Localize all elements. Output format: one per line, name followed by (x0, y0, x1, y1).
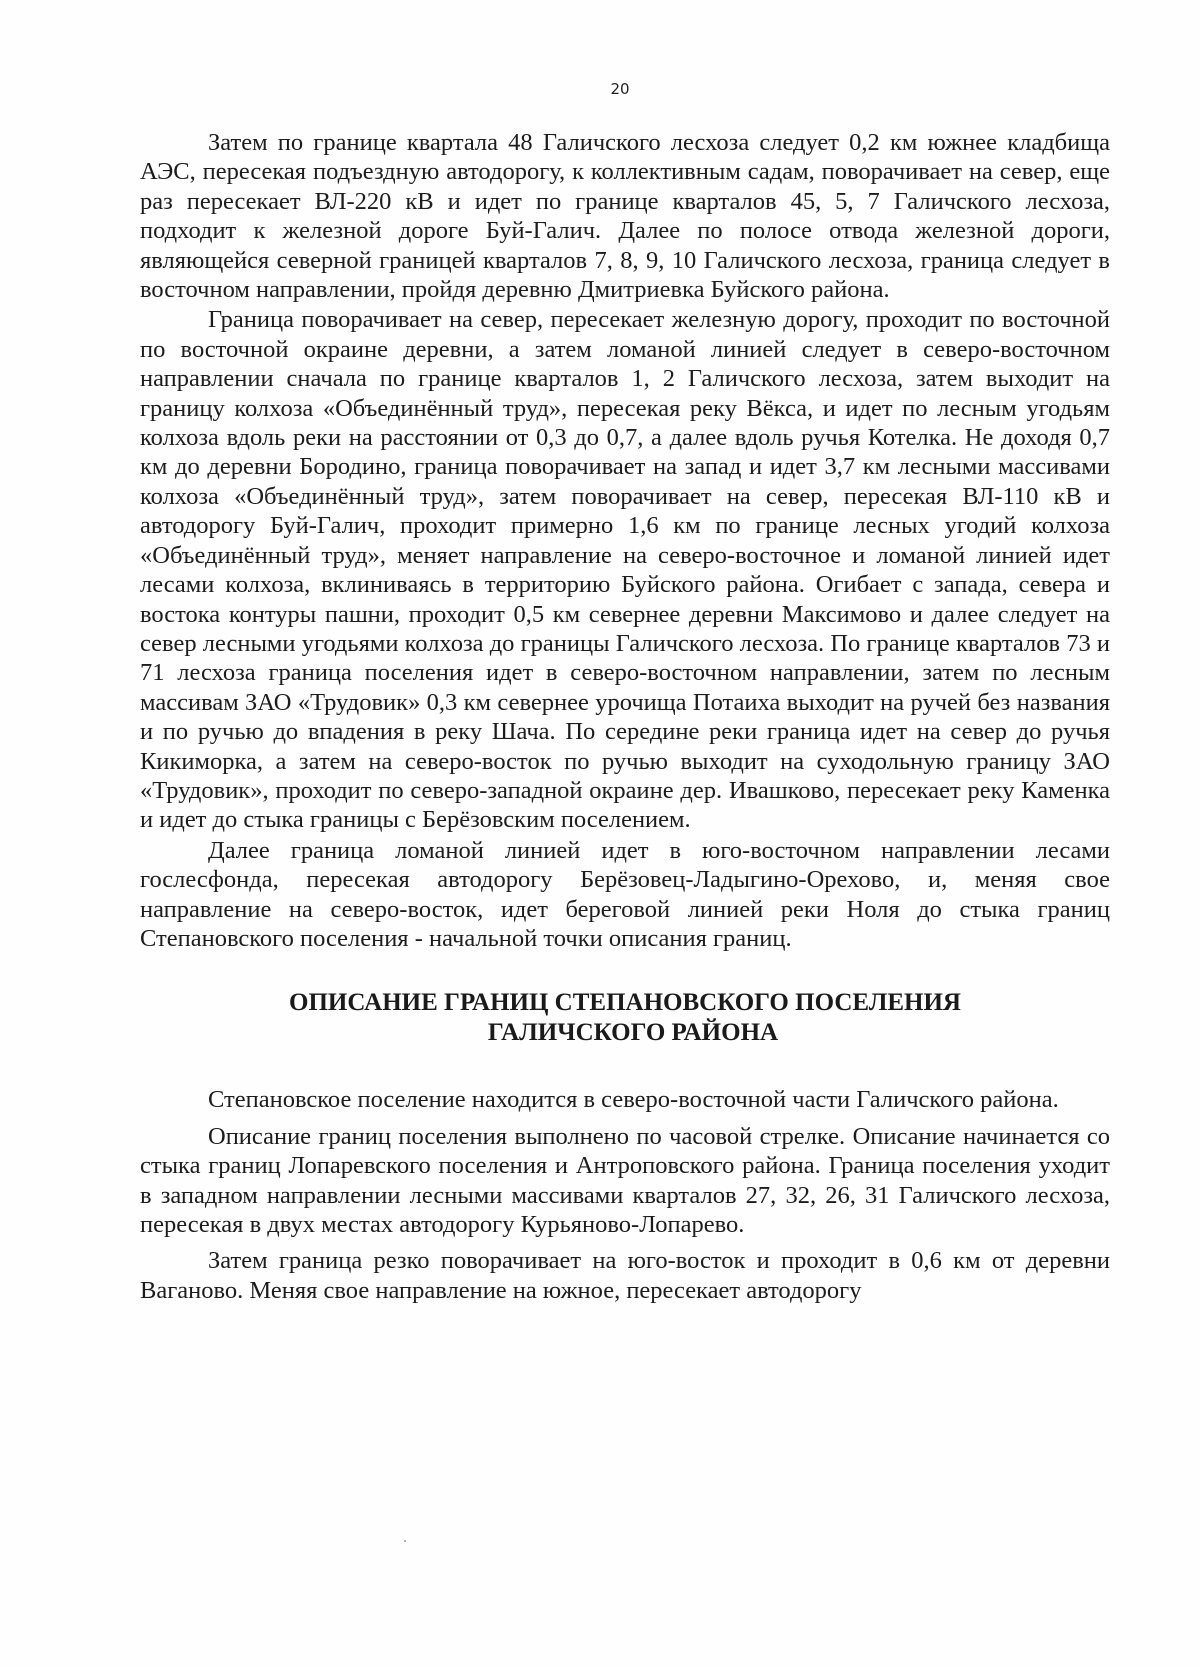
page-number: 20 (610, 80, 630, 98)
paragraph-border-southeast: Далее граница ломаной линией идет в юго-восточном направлении лесами гослесфонда, пересекая автодорогу Берёзовец-Ладыгино-Орехово, и, меняя свое направление на северо-восток, идет береговой линией реки Ноля до стыка границ Степановского поселения - начальной точки описания границ. (140, 836, 1110, 952)
paragraph-location: Степановское поселение находится в северо-восточной части Галичского района. (208, 1086, 1059, 1114)
section-title-line-1: ОПИСАНИЕ ГРАНИЦ СТЕПАНОВСКОГО ПОСЕЛЕНИЯ (289, 989, 961, 1017)
section-title-line-2: ГАЛИЧСКОГО РАЙОНА (487, 1019, 779, 1047)
paragraph-quarter-48: Затем по границе квартала 48 Галичского лесхоза следует 0,2 км южнее кладбища АЭС, пересекая подъездную автодорогу, к коллективным садам, поворачивает на север, еще раз пересекает ВЛ-220 кВ и идет по границе кварталов 45, 5, 7 Галичского лесхоза, подходит к железной дороге Буй-Галич. Далее по полосе отвода железной дороги, являющейся северной границей кварталов 7, 8, 9, 10 Галичского лесхоза, граница следует в восточном направлении, пройдя деревню Дмитриевка Буйского района. (140, 129, 1110, 304)
section-body (140, 1085, 1110, 1305)
paragraph-border-north: Граница поворачивает на север, пересекает железную дорогу, проходит по восточной по восточной окраине деревни, а затем ломаной линией следует в северо-восточном направлении сначала по границе кварталов 1, 2 Галичского лесхоза, затем выходит на границу колхоза «Объединённый труд», пересекая реку Вёкса, и идет по лесным угодьям колхоза вдоль реки на расстоянии от 0,3 до 0,7, а далее вдоль ручья Котелка. Не доходя 0,7 км до деревни Бородино, граница поворачивает на запад и идет 3,7 км лесными массивами колхоза «Объединённый труд», затем поворачивает на север, пересекая ВЛ-110 кВ и автодорогу Буй-Галич, проходит примерно 1,6 км по границе лесных угодий колхоза «Объединённый труд», меняет направление на северо-восточное и ломаной линией идет лесами колхоза, вклиниваясь в территорию Буйского района. Огибает с запада, севера и востока контуры пашни, проходит 0,5 км севернее деревни Максимово и далее следует на север лесными угодьями колхоза до границы Галичского лесхоза. По границе кварталов 73 и 71 лесхоза граница поселения идет в северо-восточном направлении, затем по лесным массивам ЗАО «Трудовик» 0,3 км севернее урочища Потаиха выходит на ручей без названия и по ручью до впадения в реку Шача. По середине реки граница идет на север до ручья Кикиморка, а затем на северо-восток по ручью выходит на суходольную границу ЗАО «Трудовик», проходит по северо-западной окраине дер. Ивашково, пересекает реку Каменка и идет до стыка границы с Берёзовским поселением. (140, 306, 1110, 834)
paragraph-turn-southeast: Затем граница резко поворачивает на юго-восток и проходит в 0,6 км от деревни Ваганово. Меняя свое направление на южное, пересекает автодорогу (140, 1247, 1110, 1304)
paragraph-description-start: Описание границ поселения выполнено по часовой стрелке. Описание начинается со стыка границ Лопаревского поселения и Антроповского района. Граница поселения уходит в западном направлении лесными массивами кварталов 27, 32, 26, 31 Галичского лесхоза, пересекая в двух местах автодорогу Курьяново-Лопарево. (140, 1122, 1110, 1238)
section-title (140, 988, 1110, 1048)
document-body (140, 128, 1110, 1305)
scan-speck (404, 1540, 406, 1542)
